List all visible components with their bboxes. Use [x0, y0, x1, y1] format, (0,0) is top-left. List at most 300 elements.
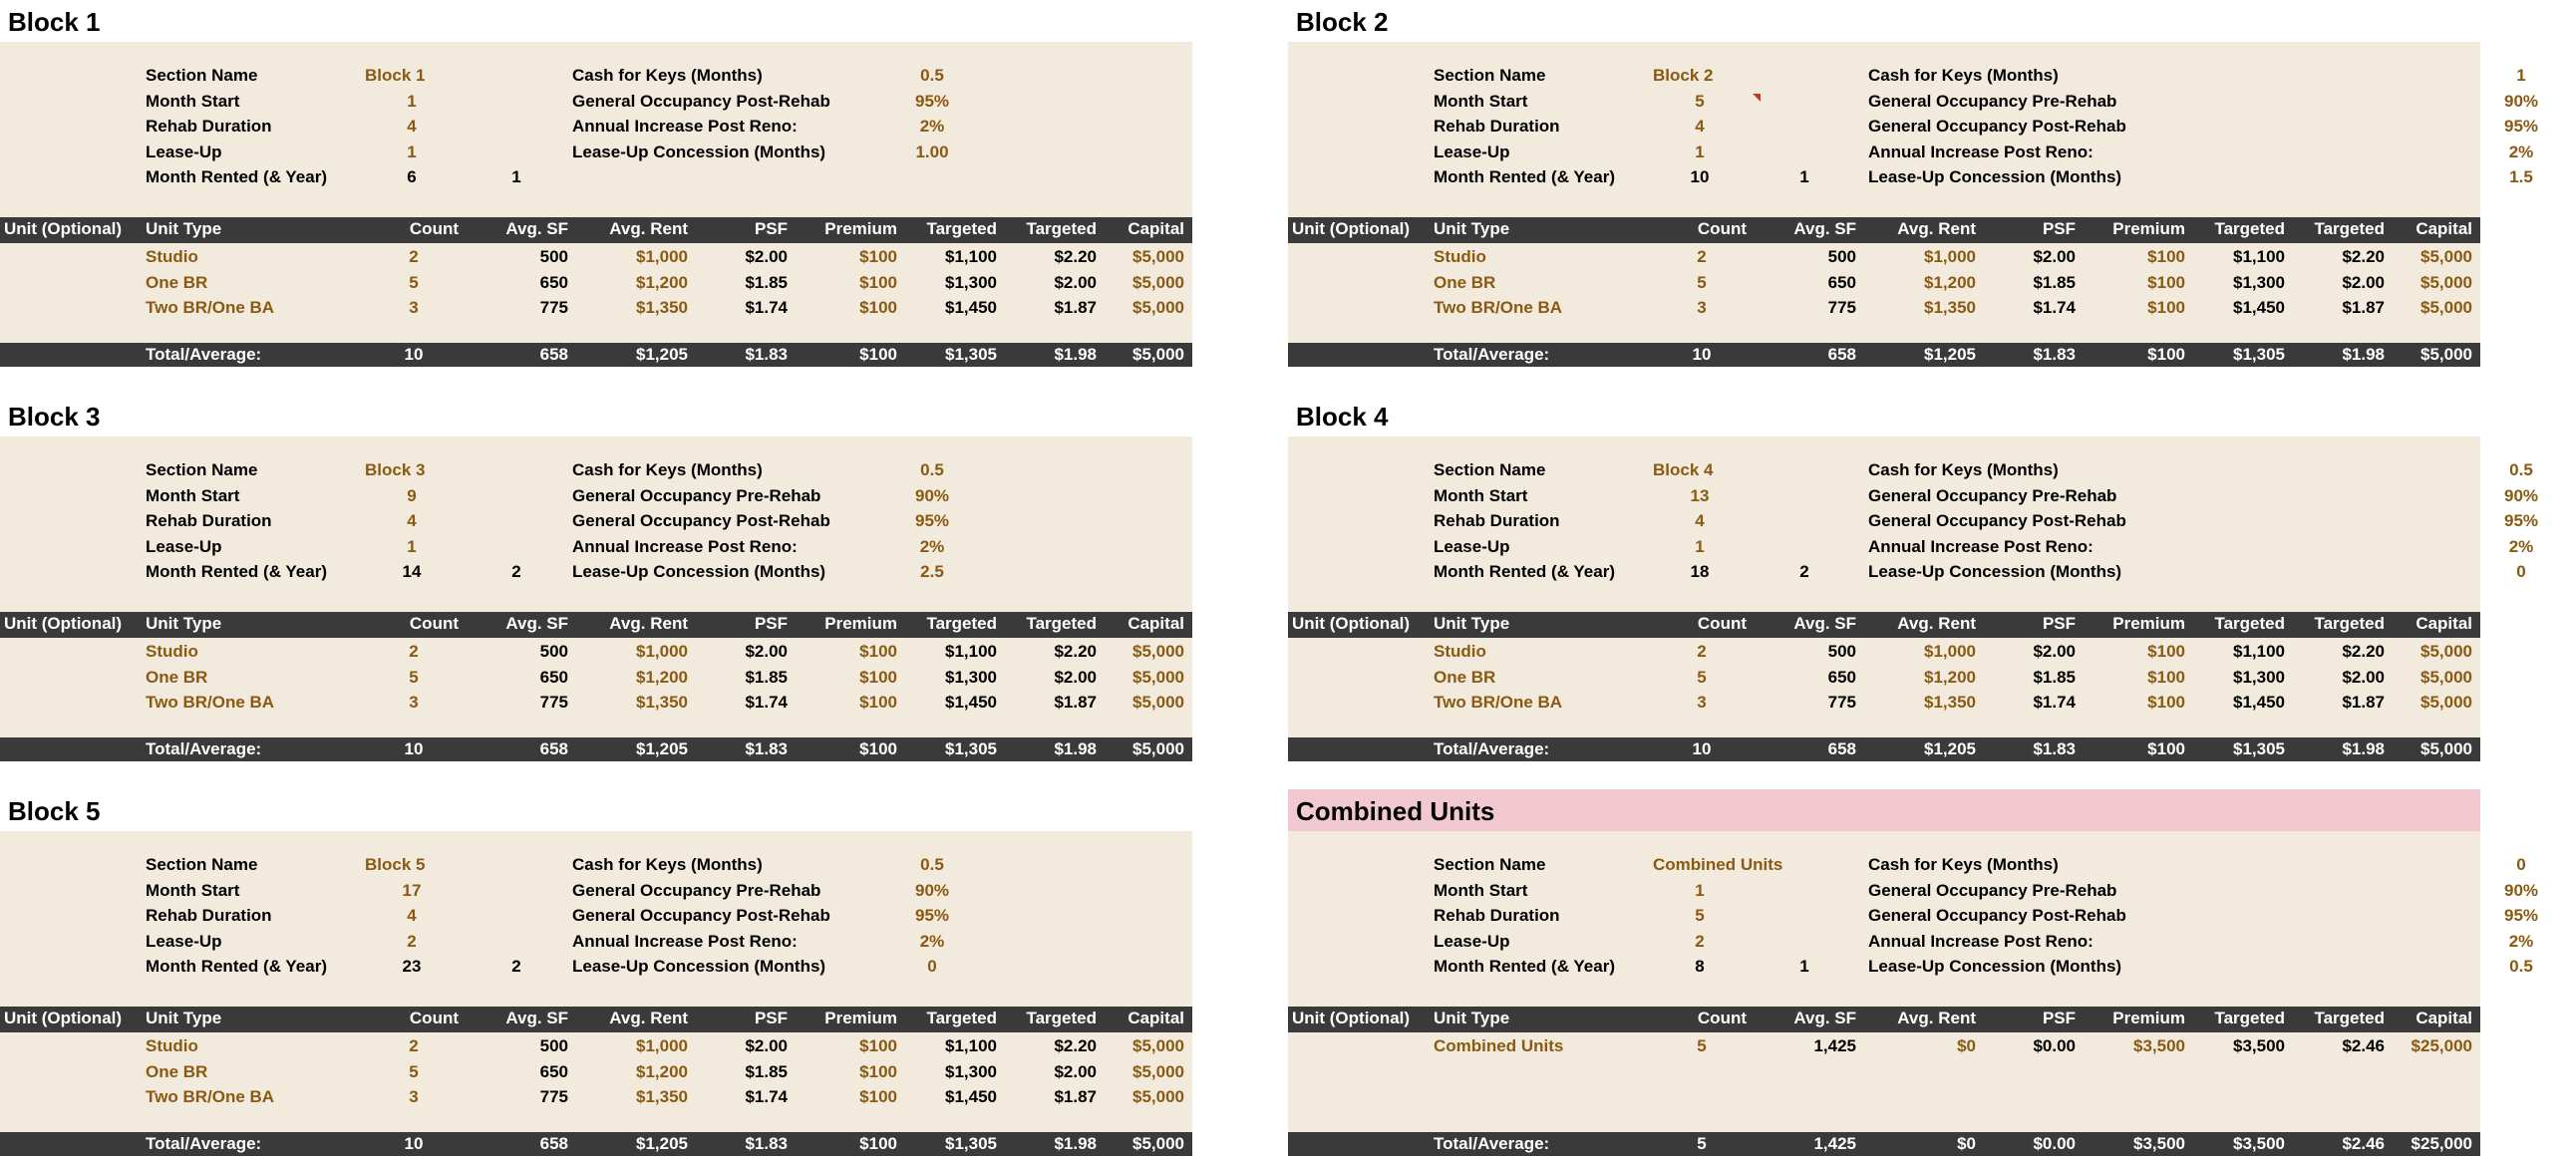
cell-targeted[interactable]: $1,300: [945, 667, 997, 687]
occupancy-2-value[interactable]: 95%: [914, 511, 950, 530]
cell-targeted-psf[interactable]: $2.46: [2342, 1036, 2385, 1055]
cell-type[interactable]: One BR: [146, 1061, 208, 1081]
cell-type[interactable]: Combined Units: [1434, 1036, 1564, 1055]
cell-sf[interactable]: 775: [1827, 298, 1856, 317]
month-rented-label: Month Rented (& Year): [1434, 167, 1615, 186]
annual-increase-value[interactable]: 2%: [2508, 142, 2534, 161]
cell-count[interactable]: 3: [1697, 298, 1707, 317]
cell-psf[interactable]: $1.85: [745, 272, 788, 292]
column-header-type[interactable]: Unit Type: [146, 614, 222, 633]
column-header-rent[interactable]: Avg. Rent: [609, 219, 688, 238]
cell-targeted[interactable]: $1,100: [2233, 642, 2285, 661]
cell-psf[interactable]: $2.00: [745, 642, 788, 661]
column-header-rent[interactable]: Avg. Rent: [609, 1009, 688, 1027]
table-row[interactable]: [0, 642, 1192, 666]
cell-rent[interactable]: $1,200: [1924, 667, 1976, 687]
column-header-targeted[interactable]: Targeted: [926, 219, 997, 238]
month-rented-value[interactable]: 18: [1690, 562, 1710, 581]
column-header-count[interactable]: Count: [1697, 1009, 1747, 1027]
cash-for-keys-value[interactable]: 0.5: [920, 855, 944, 874]
cell-type[interactable]: Studio: [146, 642, 198, 661]
cell-premium[interactable]: $100: [2147, 298, 2185, 317]
cell-rent[interactable]: $1,000: [1924, 247, 1976, 266]
cell-count[interactable]: 5: [1697, 667, 1707, 687]
cell-psf[interactable]: $1.85: [745, 667, 788, 687]
cell-psf[interactable]: $2.00: [2033, 247, 2076, 266]
cell-targeted-psf[interactable]: $2.00: [1054, 1061, 1097, 1081]
annual-increase-value[interactable]: 1.00: [915, 142, 949, 161]
cell-psf[interactable]: $1.85: [745, 1061, 788, 1081]
month-rented-value[interactable]: 23: [402, 957, 422, 976]
cell-sf[interactable]: 650: [539, 272, 568, 292]
cell-type[interactable]: One BR: [1434, 667, 1496, 687]
cell-targeted[interactable]: $1,450: [945, 693, 997, 712]
column-header-premium[interactable]: Premium: [824, 1009, 897, 1027]
cell-sf[interactable]: 650: [1827, 272, 1856, 292]
cell-psf[interactable]: $1.74: [2033, 693, 2076, 712]
concession-value[interactable]: 2.5: [920, 562, 944, 581]
cell-targeted-psf[interactable]: $1.87: [1054, 298, 1097, 317]
cell-sf[interactable]: 650: [539, 1061, 568, 1081]
cell-type[interactable]: Two BR/One BA: [146, 298, 275, 317]
total-targeted-psf: $2.46: [2342, 1134, 2385, 1153]
occupancy-1-value[interactable]: 90%: [2503, 91, 2539, 111]
cell-count[interactable]: 5: [1697, 272, 1707, 292]
occupancy-1-value[interactable]: 95%: [914, 91, 950, 111]
rehab-duration-value[interactable]: 4: [407, 906, 417, 925]
column-header-sf[interactable]: Avg. SF: [505, 614, 568, 633]
table-row[interactable]: [1288, 298, 2480, 322]
section-name-value[interactable]: Combined Units: [1653, 855, 1783, 874]
section-name-value[interactable]: Block 1: [365, 66, 426, 85]
cell-targeted[interactable]: $1,100: [945, 1036, 997, 1055]
cell-premium[interactable]: $100: [2147, 693, 2185, 712]
total-capital: $5,000: [2420, 739, 2472, 758]
cell-count[interactable]: 2: [409, 247, 419, 266]
occupancy-1-value[interactable]: 90%: [2503, 880, 2539, 900]
cell-targeted[interactable]: $1,100: [2233, 247, 2285, 266]
cell-premium[interactable]: $100: [859, 693, 897, 712]
total-rent: $1,205: [636, 739, 688, 758]
cell-psf[interactable]: $2.00: [2033, 642, 2076, 661]
column-header-psf[interactable]: PSF: [2042, 219, 2076, 238]
rehab-duration-value[interactable]: 5: [1695, 906, 1705, 925]
cell-targeted[interactable]: $1,300: [2233, 667, 2285, 687]
cell-type[interactable]: Two BR/One BA: [146, 1087, 275, 1106]
section-name-value[interactable]: Block 5: [365, 855, 426, 874]
column-header-premium[interactable]: Premium: [2112, 219, 2185, 238]
cell-capital[interactable]: $5,000: [2420, 247, 2472, 266]
column-header-sf[interactable]: Avg. SF: [505, 219, 568, 238]
cell-capital[interactable]: $5,000: [2420, 667, 2472, 687]
column-header-psf[interactable]: PSF: [2042, 1009, 2076, 1027]
cell-rent[interactable]: $1,000: [636, 247, 688, 266]
table-row[interactable]: [0, 668, 1192, 692]
year-value[interactable]: 1: [1799, 957, 1809, 976]
cell-premium[interactable]: $100: [859, 298, 897, 317]
cell-premium[interactable]: $3,500: [2133, 1036, 2185, 1055]
cell-targeted[interactable]: $3,500: [2233, 1036, 2285, 1055]
month-start-value[interactable]: 5: [1695, 91, 1705, 111]
cell-premium[interactable]: $100: [859, 247, 897, 266]
lease-up-value[interactable]: 2: [407, 931, 417, 951]
cell-targeted-psf[interactable]: $2.00: [2342, 272, 2385, 292]
cell-rent[interactable]: $1,200: [636, 667, 688, 687]
cell-targeted-psf[interactable]: $2.00: [1054, 667, 1097, 687]
column-header-unit[interactable]: Unit (Optional): [4, 219, 123, 238]
column-header-targeted[interactable]: Targeted: [2214, 1009, 2285, 1027]
total-targeted-psf: $1.98: [1054, 739, 1097, 758]
table-row[interactable]: [1288, 642, 2480, 666]
cell-psf[interactable]: $1.85: [2033, 667, 2076, 687]
cell-count[interactable]: 5: [409, 272, 419, 292]
column-header-targeted[interactable]: Targeted: [926, 1009, 997, 1027]
cell-rent[interactable]: $1,350: [636, 693, 688, 712]
column-header-type[interactable]: Unit Type: [146, 219, 222, 238]
cell-rent[interactable]: $1,350: [636, 298, 688, 317]
annual-increase-value[interactable]: 2%: [919, 931, 945, 951]
cell-premium[interactable]: $100: [2147, 272, 2185, 292]
column-header-sf[interactable]: Avg. SF: [1793, 614, 1856, 633]
column-header-targeted-psf[interactable]: Targeted: [2314, 1009, 2385, 1027]
month-start-label: Month Start: [146, 91, 240, 111]
cell-type[interactable]: Studio: [146, 1036, 198, 1055]
occupancy-1-value[interactable]: 90%: [2503, 485, 2539, 505]
column-header-count[interactable]: Count: [409, 1009, 459, 1027]
year-value[interactable]: 2: [511, 957, 521, 976]
column-header-premium[interactable]: Premium: [2112, 1009, 2185, 1027]
cell-capital[interactable]: $5,000: [1132, 1087, 1184, 1106]
cell-targeted-psf[interactable]: $2.20: [1054, 247, 1097, 266]
occupancy-2-value[interactable]: 95%: [2503, 511, 2539, 530]
column-header-capital[interactable]: Capital: [2415, 219, 2472, 238]
table-row[interactable]: [1288, 247, 2480, 271]
table-row[interactable]: [0, 247, 1192, 271]
column-header-sf[interactable]: Avg. SF: [505, 1009, 568, 1027]
cell-sf[interactable]: 500: [1827, 247, 1856, 266]
column-header-targeted-psf[interactable]: Targeted: [1026, 219, 1097, 238]
column-header-count[interactable]: Count: [1697, 219, 1747, 238]
occupancy-1-value[interactable]: 90%: [914, 485, 950, 505]
cell-count[interactable]: 5: [409, 667, 419, 687]
column-header-psf[interactable]: PSF: [2042, 614, 2076, 633]
cell-type[interactable]: One BR: [1434, 272, 1496, 292]
month-start-value[interactable]: 1: [1695, 880, 1705, 900]
lease-up-value[interactable]: 1: [1695, 142, 1705, 161]
cell-type[interactable]: Studio: [1434, 247, 1486, 266]
cell-targeted-psf[interactable]: $1.87: [2342, 298, 2385, 317]
concession-value[interactable]: 0: [927, 957, 937, 976]
cell-targeted-psf[interactable]: $1.87: [2342, 693, 2385, 712]
rehab-duration-value[interactable]: 4: [407, 511, 417, 530]
section-name-value[interactable]: Block 2: [1653, 66, 1714, 85]
cell-count[interactable]: 2: [1697, 247, 1707, 266]
cell-targeted-psf[interactable]: $2.00: [2342, 667, 2385, 687]
year-value[interactable]: 2: [511, 562, 521, 581]
cell-count[interactable]: 3: [409, 298, 419, 317]
cell-targeted-psf[interactable]: $1.87: [1054, 693, 1097, 712]
annual-increase-value[interactable]: 2%: [919, 536, 945, 556]
concession-value[interactable]: 1.5: [2509, 167, 2533, 186]
column-header-psf[interactable]: PSF: [754, 614, 788, 633]
column-header-rent[interactable]: Avg. Rent: [1897, 614, 1976, 633]
cell-count[interactable]: 3: [1697, 693, 1707, 712]
cell-capital[interactable]: $5,000: [1132, 272, 1184, 292]
rehab-duration-value[interactable]: 4: [1695, 117, 1705, 136]
year-value[interactable]: 1: [1799, 167, 1809, 186]
cell-capital[interactable]: $5,000: [2420, 642, 2472, 661]
column-header-sf[interactable]: Avg. SF: [1793, 1009, 1856, 1027]
cell-capital[interactable]: $5,000: [1132, 1036, 1184, 1055]
column-header-unit[interactable]: Unit (Optional): [1292, 219, 1411, 238]
column-header-targeted-psf[interactable]: Targeted: [1026, 614, 1097, 633]
annual-increase-value[interactable]: 2%: [2508, 931, 2534, 951]
cell-sf[interactable]: 775: [539, 298, 568, 317]
cash-for-keys-value[interactable]: 0.5: [920, 66, 944, 85]
column-header-count[interactable]: Count: [409, 219, 459, 238]
cash-for-keys-label: Cash for Keys (Months): [572, 460, 763, 479]
cell-targeted[interactable]: $1,300: [945, 1061, 997, 1081]
cash-for-keys-value[interactable]: 0.5: [920, 460, 944, 479]
table-row[interactable]: [0, 298, 1192, 322]
cell-count[interactable]: 5: [1697, 1036, 1707, 1055]
month-rented-value[interactable]: 6: [407, 167, 417, 186]
cell-type[interactable]: Studio: [1434, 642, 1486, 661]
cell-premium[interactable]: $100: [859, 1036, 897, 1055]
cell-type[interactable]: One BR: [146, 272, 208, 292]
column-header-rent[interactable]: Avg. Rent: [609, 614, 688, 633]
cell-targeted[interactable]: $1,450: [945, 298, 997, 317]
cell-premium[interactable]: $100: [859, 1087, 897, 1106]
column-header-targeted-psf[interactable]: Targeted: [1026, 1009, 1097, 1027]
column-header-premium[interactable]: Premium: [824, 614, 897, 633]
cell-count[interactable]: 2: [409, 1036, 419, 1055]
month-start-value[interactable]: 1: [407, 91, 417, 111]
cell-targeted[interactable]: $1,300: [2233, 272, 2285, 292]
cell-premium[interactable]: $100: [859, 272, 897, 292]
table-row[interactable]: [1288, 693, 2480, 717]
occupancy-2-value[interactable]: 95%: [914, 906, 950, 925]
cell-premium[interactable]: $100: [2147, 667, 2185, 687]
total-count: 10: [1692, 739, 1712, 758]
column-header-targeted[interactable]: Targeted: [926, 614, 997, 633]
rehab-duration-value[interactable]: 4: [1695, 511, 1705, 530]
cell-rent[interactable]: $1,350: [1924, 298, 1976, 317]
cell-psf[interactable]: $2.00: [745, 1036, 788, 1055]
cell-capital[interactable]: $5,000: [1132, 298, 1184, 317]
block-1: [0, 0, 1192, 367]
occupancy-1-value[interactable]: 90%: [914, 880, 950, 900]
column-header-type[interactable]: Unit Type: [1434, 219, 1510, 238]
cell-psf[interactable]: $1.74: [745, 1087, 788, 1106]
month-start-value[interactable]: 13: [1690, 485, 1710, 505]
cash-for-keys-value[interactable]: 1: [2516, 66, 2526, 85]
table-row[interactable]: [1288, 273, 2480, 297]
cell-targeted-psf[interactable]: $1.87: [1054, 1087, 1097, 1106]
cell-psf[interactable]: $1.74: [745, 693, 788, 712]
total-row: [0, 1132, 1192, 1156]
cell-type[interactable]: Two BR/One BA: [1434, 298, 1563, 317]
cell-targeted-psf[interactable]: $2.20: [1054, 642, 1097, 661]
column-header-unit[interactable]: Unit (Optional): [4, 614, 123, 633]
table-row[interactable]: [1288, 668, 2480, 692]
column-header-type[interactable]: Unit Type: [1434, 614, 1510, 633]
column-header-unit[interactable]: Unit (Optional): [1292, 614, 1411, 633]
cell-rent[interactable]: $1,000: [1924, 642, 1976, 661]
table-row[interactable]: [1288, 1036, 2480, 1060]
cell-targeted[interactable]: $1,300: [945, 272, 997, 292]
cell-psf[interactable]: $0.00: [2033, 1036, 2076, 1055]
month-start-value[interactable]: 9: [407, 485, 417, 505]
cell-count[interactable]: 3: [409, 1087, 419, 1106]
column-header-count[interactable]: Count: [409, 614, 459, 633]
column-header-rent[interactable]: Avg. Rent: [1897, 219, 1976, 238]
column-header-capital[interactable]: Capital: [2415, 1009, 2472, 1027]
month-rented-value[interactable]: 8: [1695, 957, 1705, 976]
section-name-value[interactable]: Block 3: [365, 460, 426, 479]
column-header-premium[interactable]: Premium: [824, 219, 897, 238]
lease-up-value[interactable]: 2: [1695, 931, 1705, 951]
cell-targeted[interactable]: $1,100: [945, 642, 997, 661]
cell-sf[interactable]: 775: [539, 693, 568, 712]
cell-type[interactable]: Studio: [146, 247, 198, 266]
table-row[interactable]: [0, 1062, 1192, 1086]
cell-sf[interactable]: 500: [539, 247, 568, 266]
table-row[interactable]: [0, 1036, 1192, 1060]
table-row[interactable]: [0, 693, 1192, 717]
cell-psf[interactable]: $2.00: [745, 247, 788, 266]
cell-rent[interactable]: $1,000: [636, 642, 688, 661]
cell-targeted-psf[interactable]: $2.20: [2342, 642, 2385, 661]
column-header-capital[interactable]: Capital: [1127, 219, 1184, 238]
lease-up-value[interactable]: 1: [407, 536, 417, 556]
cell-count[interactable]: 2: [1697, 642, 1707, 661]
column-header-targeted[interactable]: Targeted: [2214, 219, 2285, 238]
cell-rent[interactable]: $1,200: [636, 1061, 688, 1081]
cell-premium[interactable]: $100: [2147, 642, 2185, 661]
cell-targeted[interactable]: $1,450: [945, 1087, 997, 1106]
cell-psf[interactable]: $1.74: [745, 298, 788, 317]
cell-rent[interactable]: $1,000: [636, 1036, 688, 1055]
month-rented-value[interactable]: 10: [1690, 167, 1710, 186]
cell-capital[interactable]: $5,000: [1132, 1061, 1184, 1081]
cash-for-keys-value[interactable]: 0.5: [2509, 460, 2533, 479]
column-header-sf[interactable]: Avg. SF: [1793, 219, 1856, 238]
cell-rent[interactable]: $1,200: [1924, 272, 1976, 292]
block-title: Block 4: [1296, 402, 1389, 432]
month-rented-value[interactable]: 14: [402, 562, 422, 581]
column-header-capital[interactable]: Capital: [2415, 614, 2472, 633]
cell-premium[interactable]: $100: [859, 1061, 897, 1081]
cell-capital[interactable]: $5,000: [1132, 642, 1184, 661]
occupancy-2-value[interactable]: 95%: [2503, 117, 2539, 136]
column-header-psf[interactable]: PSF: [754, 219, 788, 238]
cell-rent[interactable]: $1,350: [636, 1087, 688, 1106]
cell-targeted-psf[interactable]: $2.20: [2342, 247, 2385, 266]
cell-sf[interactable]: 500: [539, 642, 568, 661]
cell-count[interactable]: 5: [409, 1061, 419, 1081]
rehab-duration-label: Rehab Duration: [1434, 906, 1560, 925]
cell-psf[interactable]: $1.74: [2033, 298, 2076, 317]
occupancy-2-value[interactable]: 95%: [2503, 906, 2539, 925]
cell-capital[interactable]: $5,000: [2420, 298, 2472, 317]
lease-up-value[interactable]: 1: [1695, 536, 1705, 556]
cell-capital[interactable]: $5,000: [1132, 693, 1184, 712]
cell-premium[interactable]: $100: [859, 667, 897, 687]
column-header-psf[interactable]: PSF: [754, 1009, 788, 1027]
cell-capital[interactable]: $5,000: [2420, 693, 2472, 712]
year-value[interactable]: 1: [511, 167, 521, 186]
comment-indicator-icon[interactable]: [1753, 94, 1761, 102]
cell-capital[interactable]: $5,000: [1132, 247, 1184, 266]
column-header-capital[interactable]: Capital: [1127, 614, 1184, 633]
column-header-targeted[interactable]: Targeted: [2214, 614, 2285, 633]
cell-rent[interactable]: $1,350: [1924, 693, 1976, 712]
cell-capital[interactable]: $5,000: [2420, 272, 2472, 292]
cell-targeted[interactable]: $1,450: [2233, 693, 2285, 712]
cell-type[interactable]: Two BR/One BA: [146, 693, 275, 712]
annual-increase-value[interactable]: 2%: [2508, 536, 2534, 556]
cell-sf[interactable]: 500: [539, 1036, 568, 1055]
concession-value[interactable]: 0: [2516, 562, 2526, 581]
column-header-unit[interactable]: Unit (Optional): [1292, 1009, 1411, 1027]
cell-capital[interactable]: $5,000: [1132, 667, 1184, 687]
column-header-type[interactable]: Unit Type: [1434, 1009, 1510, 1027]
column-header-targeted-psf[interactable]: Targeted: [2314, 219, 2385, 238]
block-3: [0, 395, 1192, 761]
cell-targeted-psf[interactable]: $2.00: [1054, 272, 1097, 292]
cell-capital[interactable]: $25,000: [2411, 1036, 2472, 1055]
column-header-premium[interactable]: Premium: [2112, 614, 2185, 633]
cell-sf[interactable]: 650: [539, 667, 568, 687]
column-header-type[interactable]: Unit Type: [146, 1009, 222, 1027]
cell-type[interactable]: Two BR/One BA: [1434, 693, 1563, 712]
concession-value[interactable]: 0.5: [2509, 957, 2533, 976]
column-header-rent[interactable]: Avg. Rent: [1897, 1009, 1976, 1027]
column-header-capital[interactable]: Capital: [1127, 1009, 1184, 1027]
section-name-value[interactable]: Block 4: [1653, 460, 1714, 479]
rehab-duration-value[interactable]: 4: [407, 117, 417, 136]
column-header-targeted-psf[interactable]: Targeted: [2314, 614, 2385, 633]
cell-rent[interactable]: $1,200: [636, 272, 688, 292]
cell-targeted[interactable]: $1,100: [945, 247, 997, 266]
lease-up-value[interactable]: 1: [407, 142, 417, 161]
year-value[interactable]: 2: [1799, 562, 1809, 581]
cash-for-keys-value[interactable]: 0: [2516, 855, 2526, 874]
cell-type[interactable]: One BR: [146, 667, 208, 687]
cell-premium[interactable]: $100: [859, 642, 897, 661]
table-row[interactable]: [0, 273, 1192, 297]
total-rent: $1,205: [636, 1134, 688, 1153]
cell-premium[interactable]: $100: [2147, 247, 2185, 266]
cell-targeted[interactable]: $1,450: [2233, 298, 2285, 317]
cell-count[interactable]: 2: [409, 642, 419, 661]
cell-psf[interactable]: $1.85: [2033, 272, 2076, 292]
cell-rent[interactable]: $0: [1957, 1036, 1976, 1055]
occupancy-2-value[interactable]: 2%: [919, 117, 945, 136]
cell-count[interactable]: 3: [409, 693, 419, 712]
table-row[interactable]: [0, 1087, 1192, 1111]
cell-sf[interactable]: 650: [1827, 667, 1856, 687]
column-header-unit[interactable]: Unit (Optional): [4, 1009, 123, 1027]
cell-targeted-psf[interactable]: $2.20: [1054, 1036, 1097, 1055]
cell-sf[interactable]: 775: [1827, 693, 1856, 712]
column-header-count[interactable]: Count: [1697, 614, 1747, 633]
month-start-value[interactable]: 17: [402, 880, 422, 900]
cell-sf[interactable]: 775: [539, 1087, 568, 1106]
cell-sf[interactable]: 500: [1827, 642, 1856, 661]
cell-sf[interactable]: 1,425: [1813, 1036, 1856, 1055]
